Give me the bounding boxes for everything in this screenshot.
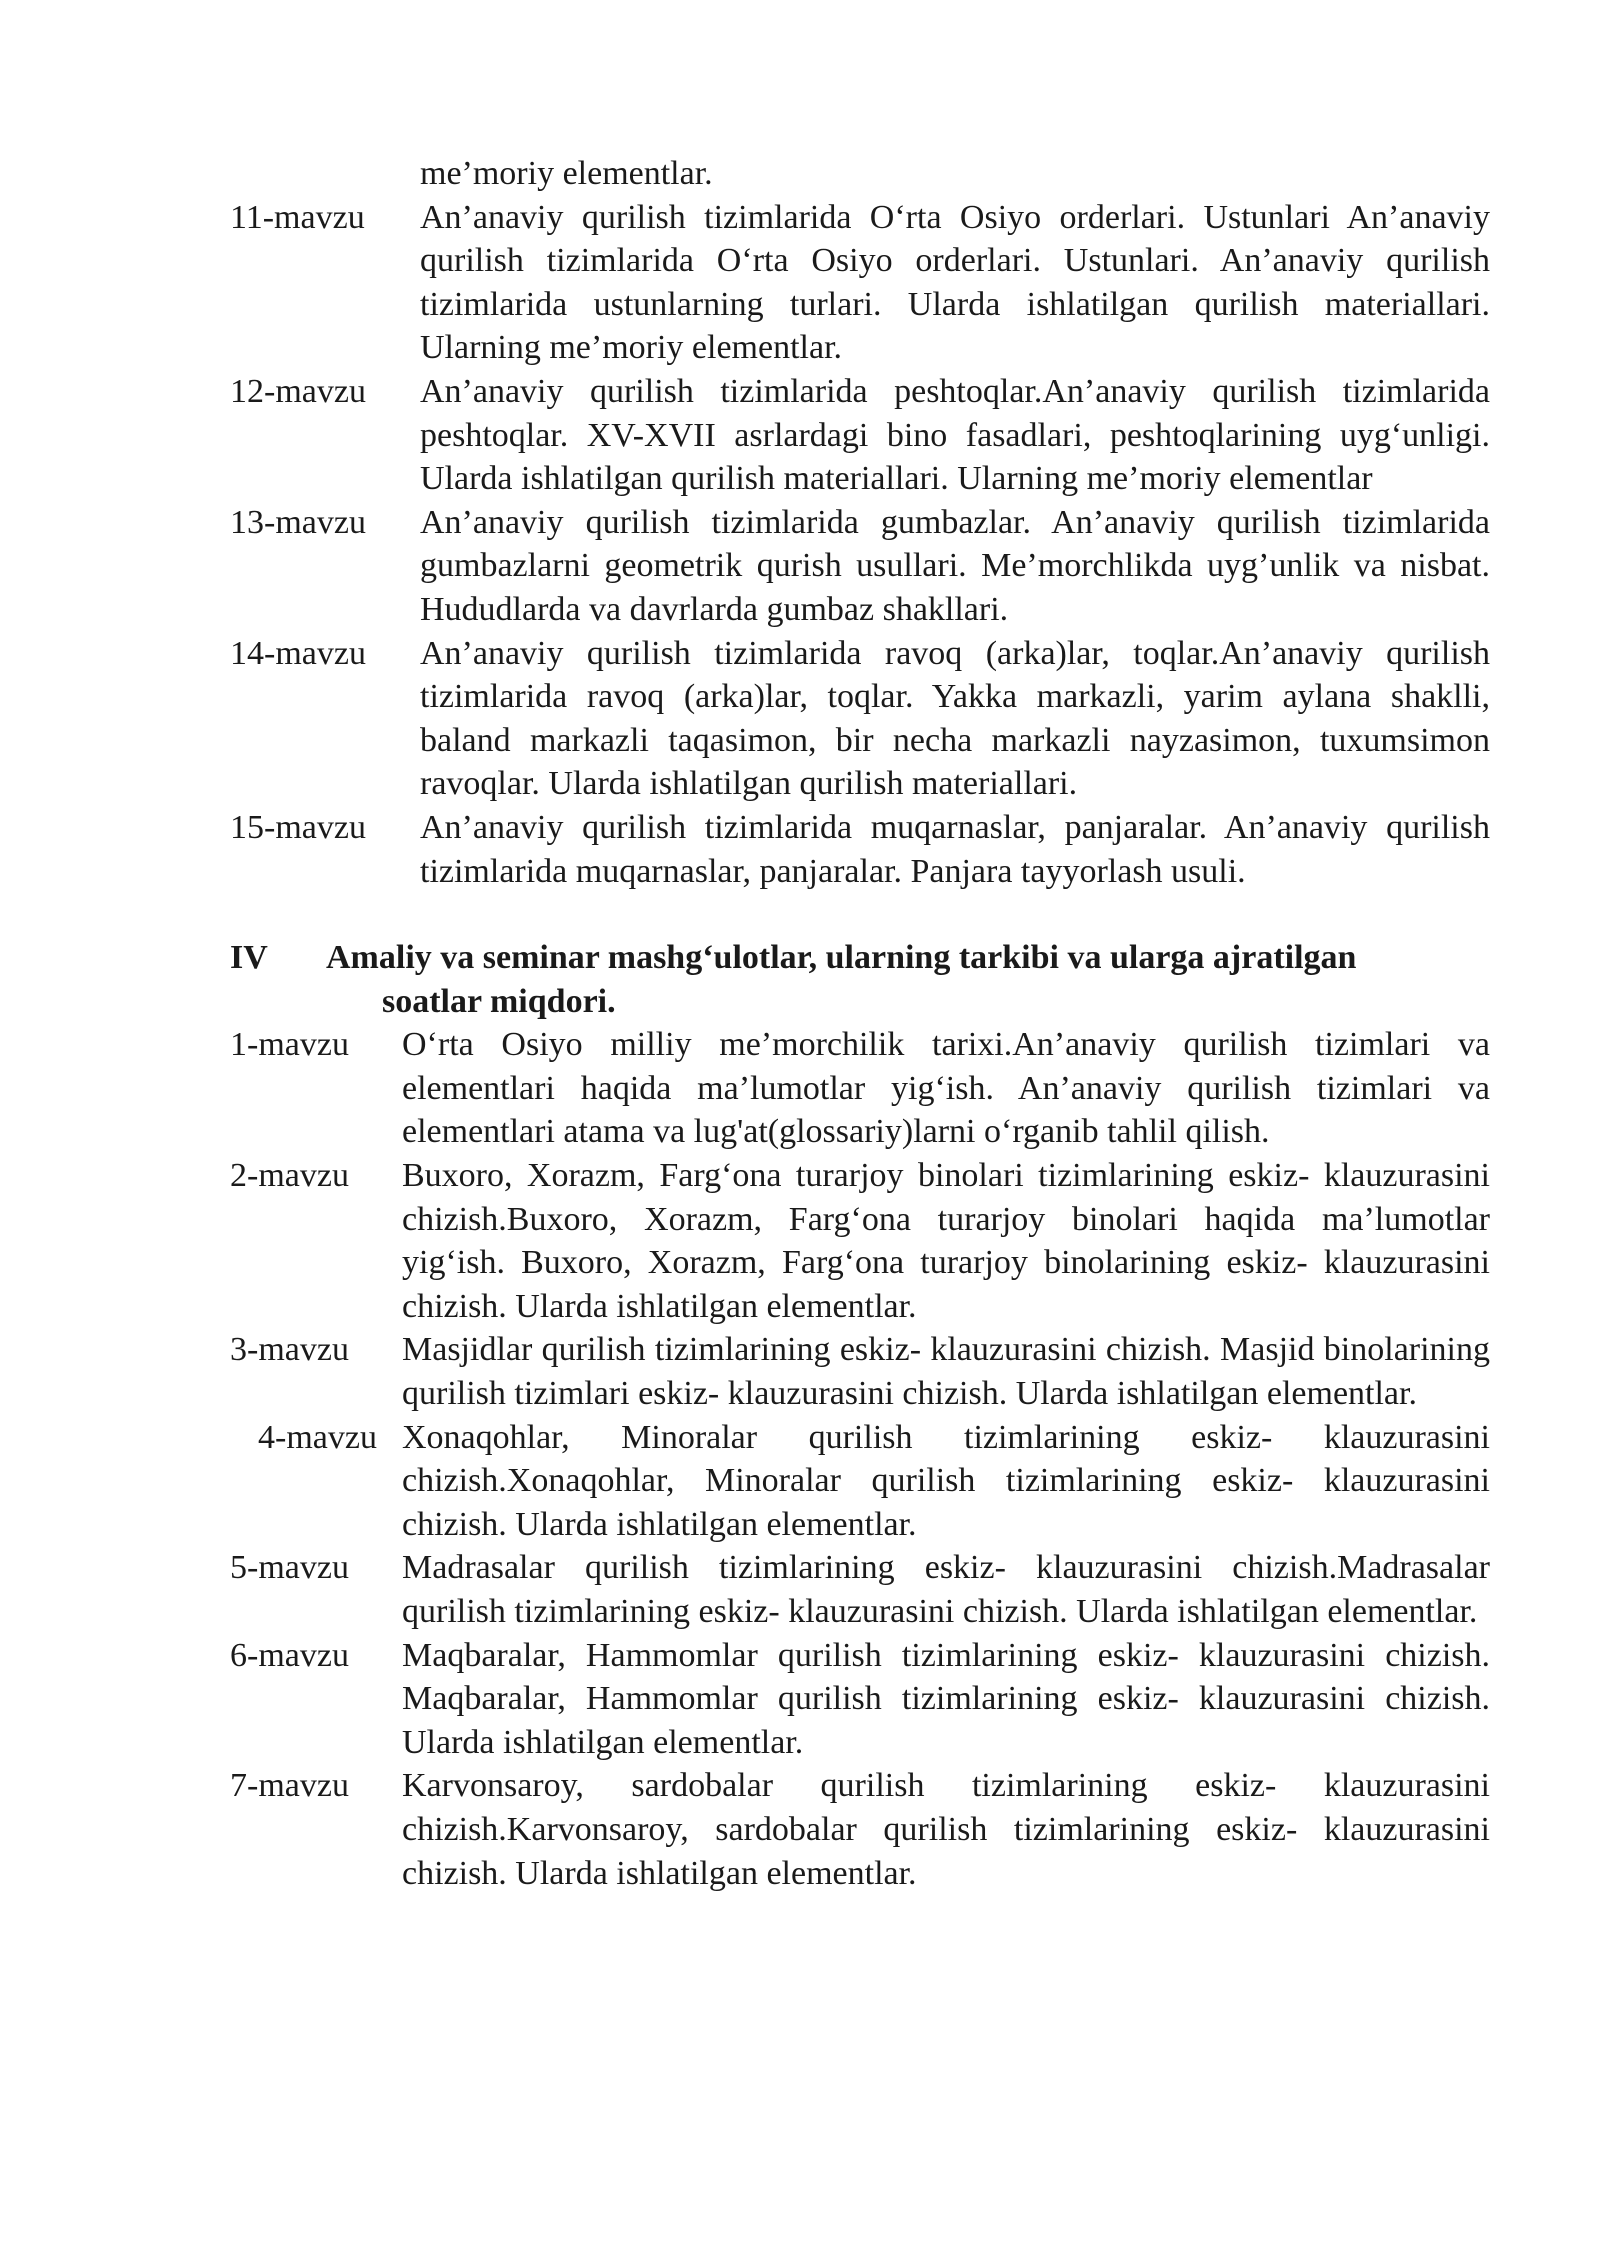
topic-label: 1-mavzu	[230, 1026, 349, 1064]
topic-entry	[230, 1416, 1490, 1547]
topic-label: 5-mavzu	[230, 1549, 349, 1587]
topic-text: An’anaviy qurilish tizimlarida O‘rta Osiyo orderlari. Ustunlari An’anaviy qurilish tizimlarida O‘rta Osiyo orderlari. Ustunlari. An’anaviy qurilish tizimlarida ustunlarning turlari. Ularda ishlatilgan qurilish materiallari. Ularning me’moriy elementlar.	[420, 198, 1490, 367]
section-title	[326, 936, 1490, 1023]
topic-text: An’anaviy qurilish tizimlarida peshtoqlar.An’anaviy qurilish tizimlarida peshtoqlar. XV-XVII asrlardagi bino fasadlari, peshtoqlarining uyg‘unligi. Ularda ishlatilgan qurilish materiallari. Ularning me’moriy elementlar	[420, 372, 1490, 498]
topic-text: An’anaviy qurilish tizimlarida muqarnaslar, panjaralar. An’anaviy qurilish tizimlarida muqarnaslar, panjaralar. Panjara tayyorlash usuli.	[420, 808, 1490, 890]
topic-text: Maqbaralar, Hammomlar qurilish tizimlarining eskiz- klauzurasini chizish. Maqbaralar, Hammomlar qurilish tizimlarining eskiz- klauzurasini chizish. Ularda ishlatilgan elementlar.	[402, 1636, 1490, 1761]
fragment-top: me’moriy elementlar.	[420, 155, 713, 192]
practical-topic-list	[230, 1023, 1490, 1895]
topic-entry	[230, 1764, 1490, 1895]
topic-entry	[230, 806, 1490, 893]
topic-entry	[230, 632, 1490, 806]
topic-label: 7-mavzu	[230, 1767, 349, 1805]
topic-text: Karvonsaroy, sardobalar qurilish tizimlarining eskiz- klauzurasini chizish.Karvonsaroy, sardobalar qurilish tizimlarining eskiz- klauzurasini chizish. Ularda ishlatilgan elementlar.	[402, 1767, 1490, 1892]
topic-text: Xonaqohlar, Minoralar qurilish tizimlarining eskiz- klauzurasini chizish.Xonaqohlar, Minoralar qurilish tizimlarining eskiz- klauzurasini chizish. Ularda ishlatilgan elementlar.	[402, 1418, 1490, 1543]
topic-entry	[230, 1154, 1490, 1328]
section-number: IV	[230, 939, 268, 977]
section-title-line1: Amaliy va seminar mashg‘ulotlar, ularning tarkibi va ularga ajratilgan	[326, 939, 1357, 977]
topic-entry	[230, 1328, 1490, 1415]
topic-entry	[230, 1634, 1490, 1765]
topic-text: An’anaviy qurilish tizimlarida ravoq (arka)lar, toqlar.An’anaviy qurilish tizimlarida ravoq (arka)lar, toqlar. Yakka markazli, yarim aylana shaklli, baland markazli taqasimon, bir necha markazli nayzasimon, tuxumsimon ravoqlar. Ularda ishlatilgan qurilish materiallari.	[420, 634, 1490, 803]
topic-label: 12-mavzu	[230, 372, 366, 410]
topic-entry	[230, 1023, 1490, 1154]
topic-entry	[230, 196, 1490, 370]
topic-label: 15-mavzu	[230, 808, 366, 846]
topic-label: 4-mavzu	[258, 1418, 377, 1456]
topic-entry	[230, 370, 1490, 501]
page-content	[230, 152, 1490, 1895]
section-title-line2: soatlar miqdori.	[382, 982, 616, 1020]
topic-label: 2-mavzu	[230, 1157, 349, 1195]
topic-text: O‘rta Osiyo milliy me’morchilik tarixi.An’anaviy qurilish tizimlari va elementlari haqida ma’lumotlar yig‘ish. An’anaviy qurilish tizimlari va elementlari atama va lug'at(glossariy)larni o‘rganib tahlil qilish.	[402, 1026, 1490, 1151]
topic-entry	[230, 1546, 1490, 1633]
topic-text: Buxoro, Xorazm, Farg‘ona turarjoy binolari tizimlarining eskiz- klauzurasini chizish.Buxoro, Xorazm, Farg‘ona turarjoy binolari haqida ma’lumotlar yig‘ish. Buxoro, Xorazm, Farg‘ona turarjoy binolarining eskiz- klauzurasini chizish. Ularda ishlatilgan elementlar.	[402, 1157, 1490, 1325]
topic-text: An’anaviy qurilish tizimlarida gumbazlar. An’anaviy qurilish tizimlarida gumbazlarni geometrik qurish usullari. Me’morchlikda uyg’unlik va nisbat. Hududlarda va davrlarda gumbaz shakllari.	[420, 503, 1490, 628]
topic-label: 6-mavzu	[230, 1636, 349, 1674]
topic-label: 14-mavzu	[230, 634, 366, 672]
topic-label: 11-mavzu	[230, 198, 365, 236]
topic-entry	[230, 501, 1490, 632]
lecture-topic-list	[230, 196, 1490, 894]
topic-text: Masjidlar qurilish tizimlarining eskiz- klauzurasini chizish. Masjid binolarining qurilish tizimlari eskiz- klauzurasini chizish. Ularda ishlatilgan elementlar.	[402, 1331, 1490, 1413]
topic-text: Madrasalar qurilish tizimlarining eskiz- klauzurasini chizish.Madrasalar qurilish tizimlarining eskiz- klauzurasini chizish. Ularda ishlatilgan elementlar.	[402, 1549, 1490, 1630]
topic-label: 3-mavzu	[230, 1331, 349, 1369]
topic-label: 13-mavzu	[230, 503, 366, 541]
section-heading	[230, 936, 1490, 1023]
section-spacer	[230, 893, 1490, 936]
